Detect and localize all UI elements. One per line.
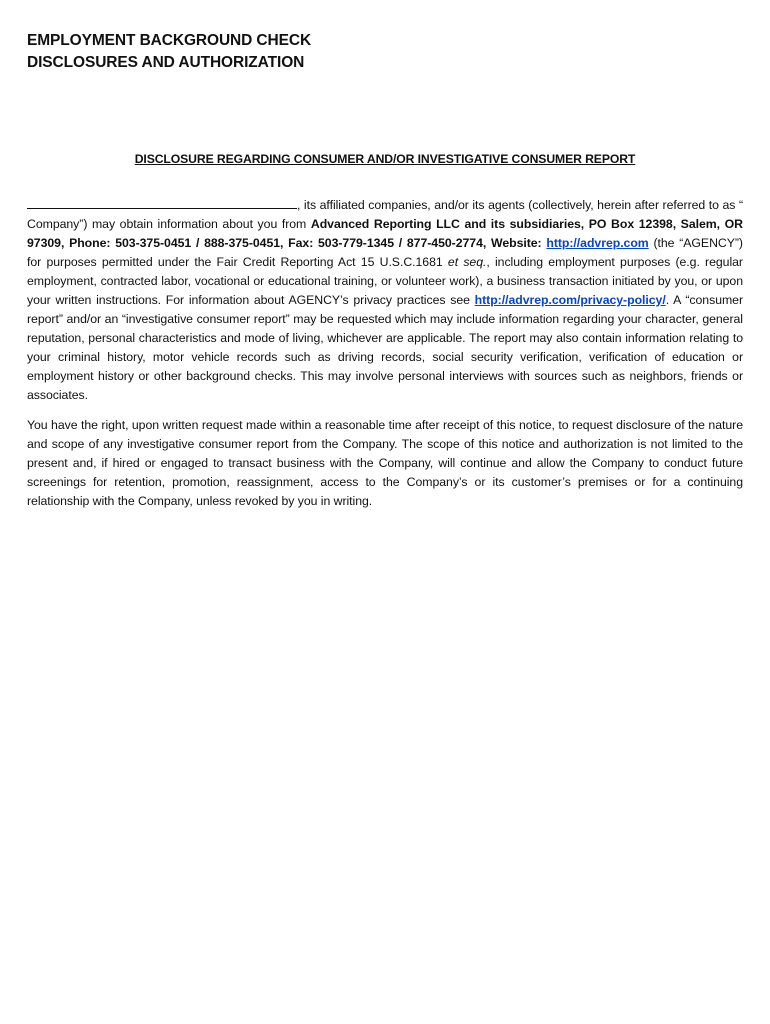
disclosure-paragraph-1 [27, 196, 743, 405]
paragraph-1-text-d: . A “consumer report” and/or an “investigative consumer report” may be requested which may include information regarding your character, general reputation, personal characteristics and mode of living, whichever are applicable. The report may also contain information relating to your criminal history, motor vehicle records such as driving records, social security verification, verification of education or employment history or other background checks. This may involve personal interviews with sources such as neighbors, friends or associates. [27, 293, 744, 402]
paragraph-1-text-b: (the “AGENCY”) for purposes permitted under the Fair Credit Reporting Act 15 U.S.C.1681 [27, 236, 743, 269]
company-name-blank-field[interactable] [27, 196, 297, 209]
agency-contact-info: Advanced Reporting LLC and its subsidiaries, PO Box 12398, Salem, OR 97309, Phone: 503-375-0451 / 888-375-0451, Fax: 503-779-1345 / 877-450-2774, Website: [27, 217, 743, 250]
disclosure-paragraph-2: You have the right, upon written request made within a reasonable time after receipt of this notice, to request disclosure of the nature and scope of any investigative consumer report from the Company. The scope of this notice and authorization is not limited to the present and, if hired or engaged to transact business with the Company, will continue and allow the Company to conduct future screenings for retention, promotion, reassignment, access to the Company’s or its customer’s premises or for a continuing relationship with the Company, unless revoked by you in writing. [27, 418, 743, 508]
agency-website-link[interactable]: http://advrep.com [546, 236, 649, 250]
et-seq-text: et seq. [447, 255, 487, 269]
section-heading: DISCLOSURE REGARDING CONSUMER AND/OR INVESTIGATIVE CONSUMER REPORT [134, 152, 636, 166]
document-title [27, 30, 447, 74]
title-line-1: EMPLOYMENT BACKGROUND CHECK [27, 32, 312, 49]
privacy-policy-link[interactable]: http://advrep.com/privacy-policy/ [474, 293, 666, 307]
disclosure-body [27, 196, 743, 522]
title-line-2: DISCLOSURES AND AUTHORIZATION [27, 54, 305, 71]
paragraph-1-text-c: , including employment purposes (e.g. regular employment, contracted labor, vocational or educational training, or volunteer work), a business transaction initiated by you, or upon your written instructions. For information about AGENCY’s privacy practices see [27, 255, 743, 307]
paragraph-1-text-a: , its affiliated companies, and/or its agents (collectively, herein after referred to as “ Company”) may obtain information about you from [27, 198, 743, 231]
